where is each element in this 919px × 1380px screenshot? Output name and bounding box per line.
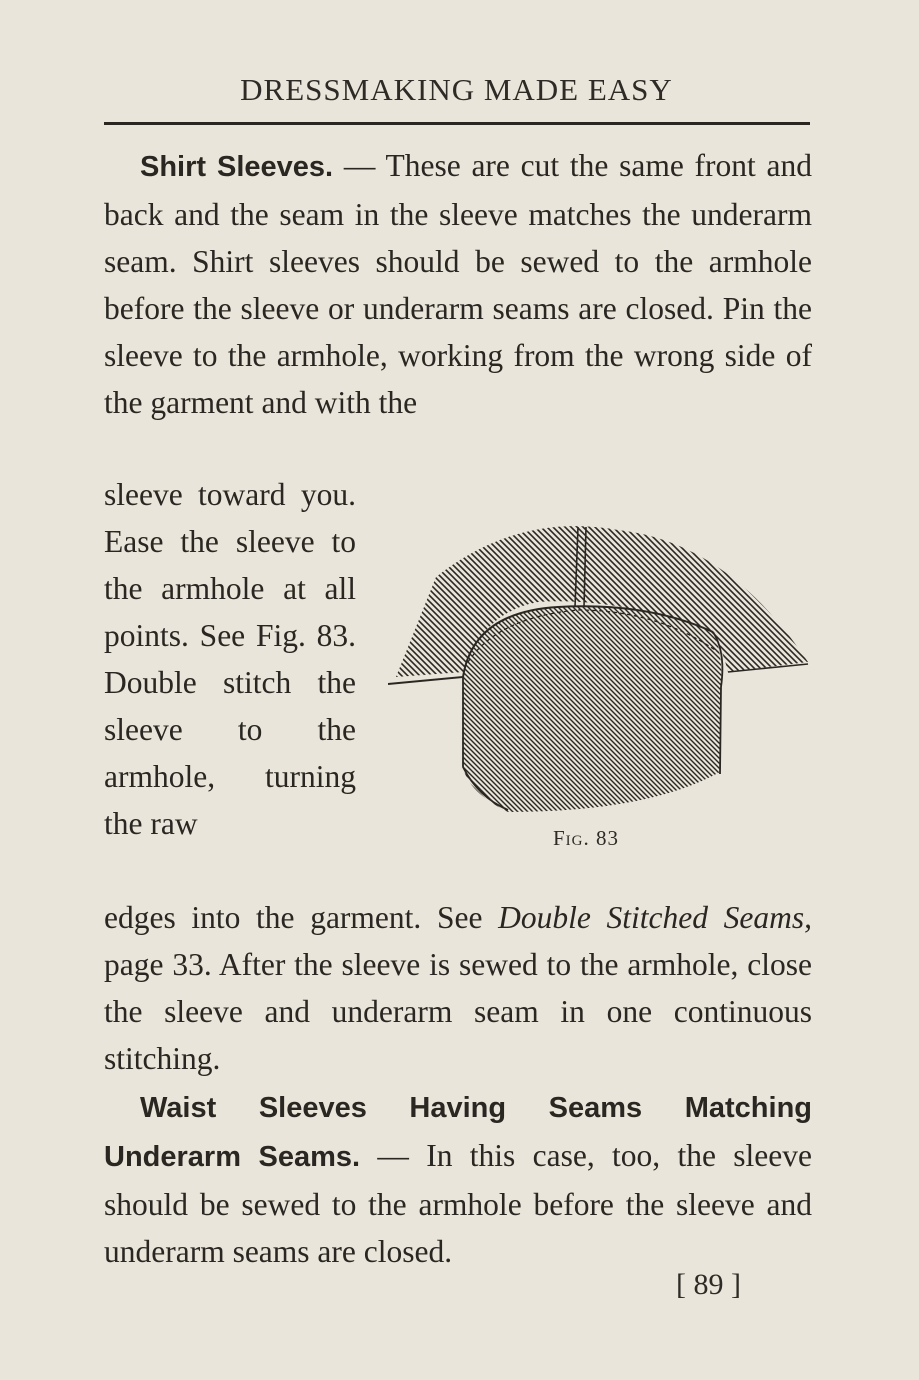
section-heading-shirt-sleeves: Shirt Sleeves. — [140, 151, 334, 183]
figure-83-sleeve-illustration — [388, 512, 813, 812]
paragraph-shirt-sleeves — [104, 142, 812, 426]
paragraph-text: These are cut the same front and back and the seam in the sleeve matches the underarm seam. Shirt sleeves should be sewed to the armhole before the sleeve or underarm seams are closed. Pin the sleeve to the armhole, working from the wrong side of the garment and with the — [104, 148, 812, 420]
page-number: [ 89 ] — [676, 1268, 741, 1301]
heading-dash: — — [360, 1138, 427, 1173]
text-beside-figure — [104, 471, 356, 847]
paragraph-waist-sleeves — [104, 1083, 812, 1275]
paragraph-continuation — [104, 894, 812, 1082]
cross-reference-double-stitched-seams: Double Stitched Seams, — [498, 900, 813, 935]
header-rule — [104, 122, 810, 125]
running-head: DRESSMAKING MADE EASY — [240, 72, 673, 107]
figure-caption: Fig. 83 — [553, 826, 620, 850]
paragraph-text: In this case, too, the sleeve should be sewed to the armhole before the sleeve and underarm seams are closed. — [104, 1138, 812, 1269]
paragraph-text: page 33. After the sleeve is sewed to the armhole, close the sleeve and underarm seam in one continuous stitching. — [104, 947, 812, 1076]
paragraph-text: edges into the garment. See — [104, 900, 499, 935]
section-heading-waist-sleeves: Waist Sleeves Having Seams Matching Underarm Seams. — [104, 1092, 812, 1173]
heading-dash: — — [333, 148, 386, 183]
paragraph-text: sleeve toward you. Ease the sleeve to the armhole at all points. See Fig. 83. Double stitch the sleeve to the armhole, turning the raw — [104, 477, 356, 841]
